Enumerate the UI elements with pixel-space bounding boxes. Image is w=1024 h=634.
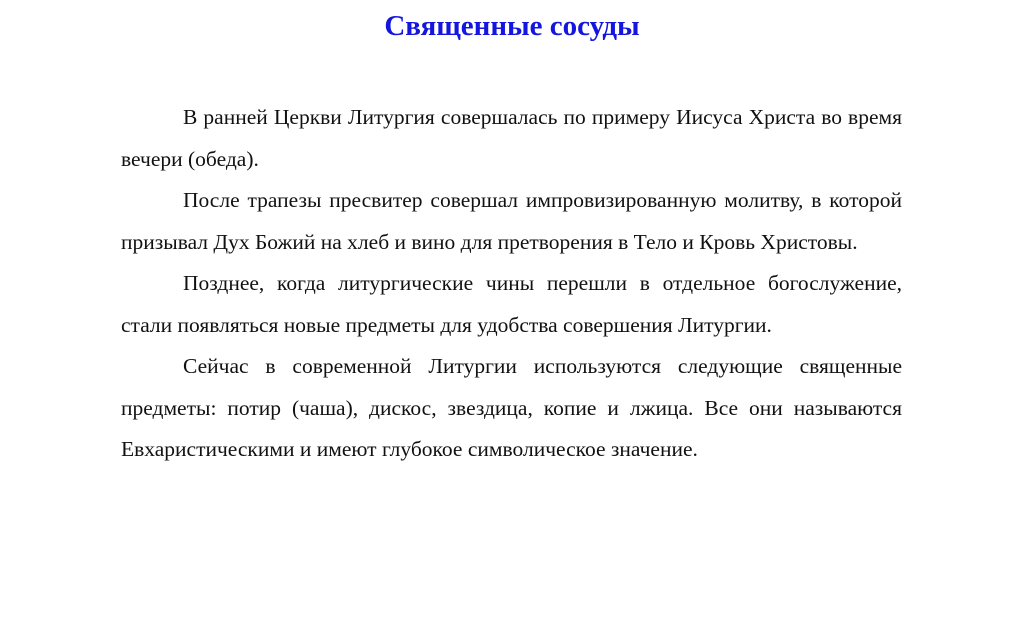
document-body bbox=[121, 97, 902, 471]
paragraph-early-church: В ранней Церкви Литургия совершалась по примеру Иисуса Христа во время вечери (обеда). bbox=[121, 105, 902, 171]
paragraph-sacred-vessels: Сейчас в современной Литургии используются следующие священные предметы: потир (чаша), дискос, звездица, копие и лжица. Все они называются Евхаристическими и имеют глубокое символическое значение. bbox=[121, 354, 902, 461]
page-title: Священные сосуды bbox=[384, 10, 640, 42]
paragraph-prayer: После трапезы пресвитер совершал импровизированную молитву, в которой призывал Дух Божий на хлеб и вино для претворения в Тело и Кровь Христовы. bbox=[121, 188, 902, 254]
paragraph-later-rites: Позднее, когда литургические чины перешли в отдельное богослужение, стали появляться новые предметы для удобства совершения Литургии. bbox=[121, 271, 902, 337]
